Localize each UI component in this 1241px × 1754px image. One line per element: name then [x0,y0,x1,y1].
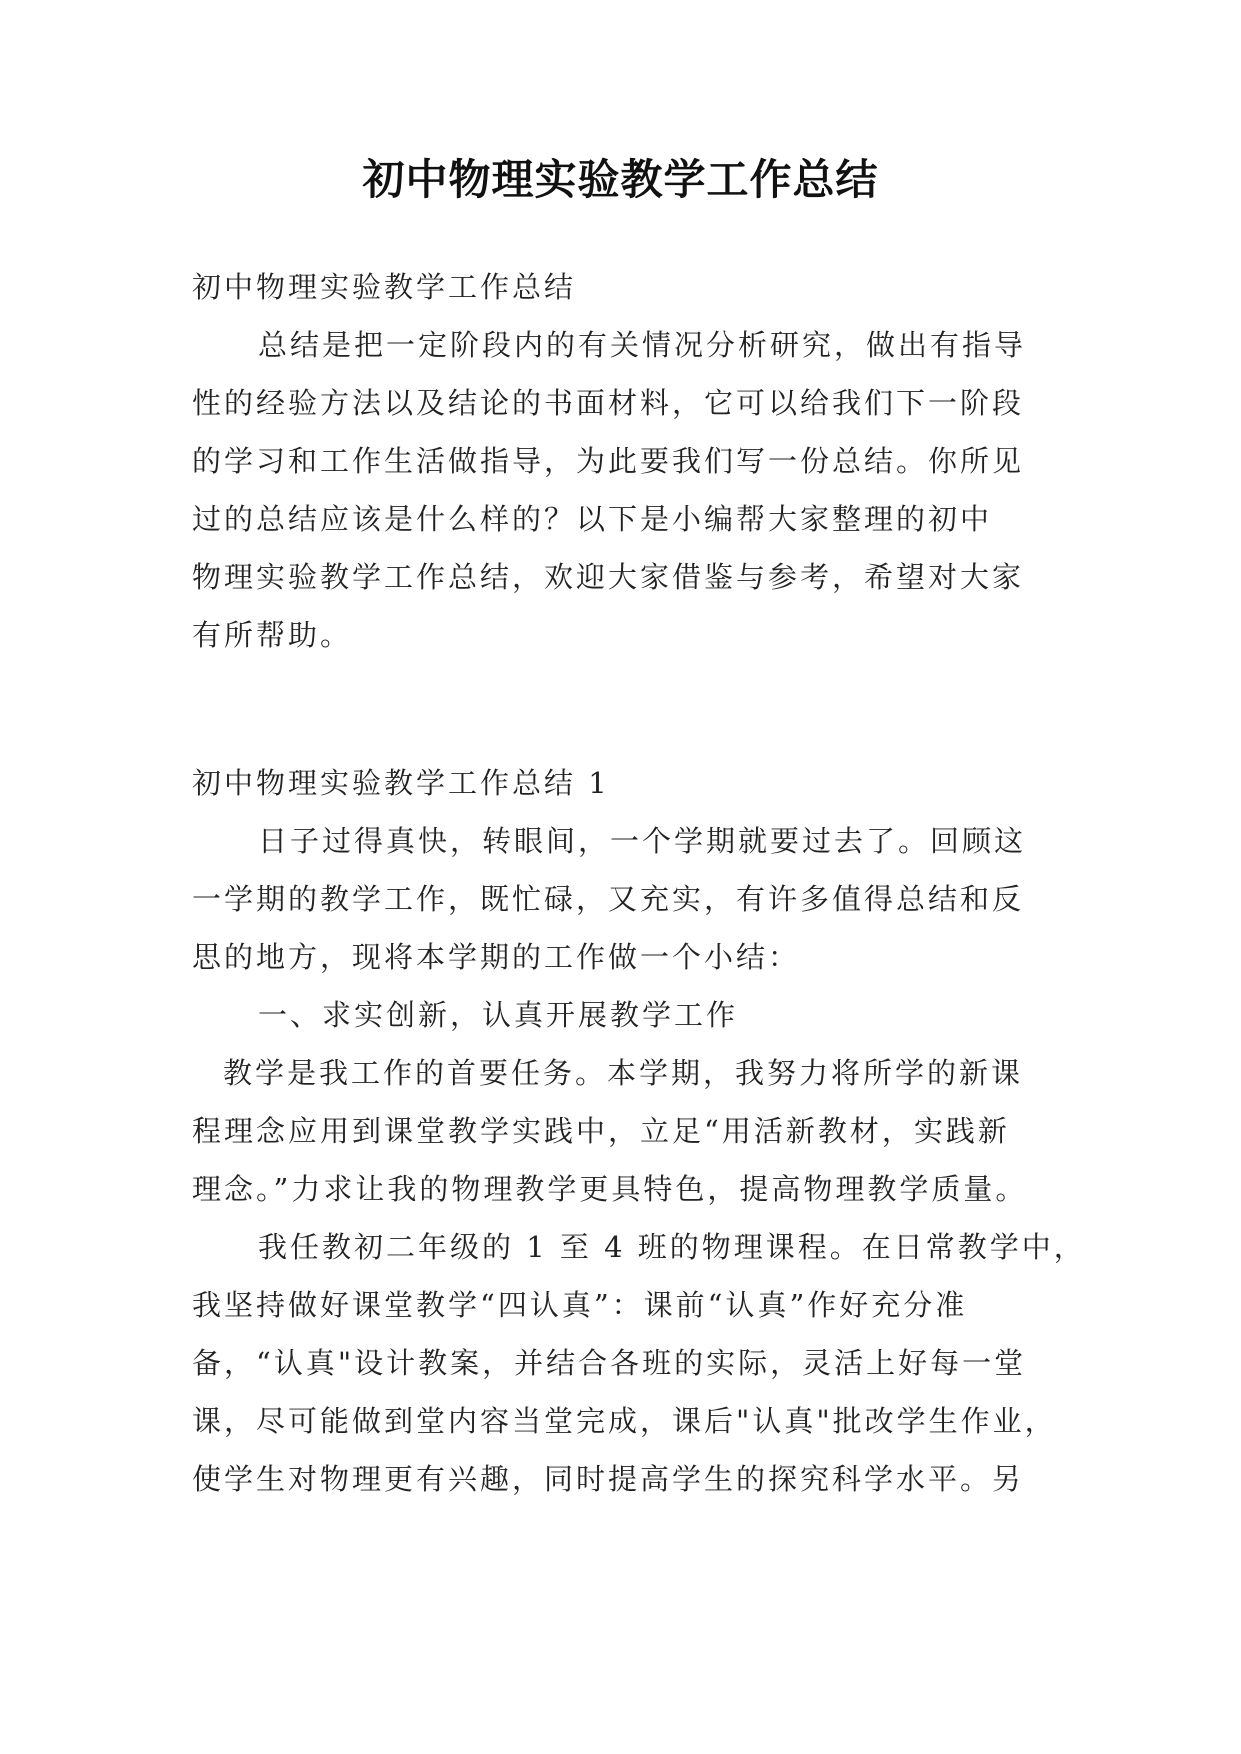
section-1-block [192,754,1086,1508]
intro-line: 过的总结应该是什么样的？以下是小编帮大家整理的初中 [192,502,993,536]
paragraph-line: 我坚持做好课堂教学“四认真”：课前“认真”作好充分准 [192,1288,968,1322]
section-1-heading: 初中物理实验教学工作总结 1 [192,766,610,800]
intro-heading: 初中物理实验教学工作总结 [192,270,577,304]
intro-line: 总结是把一定阶段内的有关情况分析研究，做出有指导 [258,328,1027,362]
intro-block [192,258,1062,664]
intro-line: 的学习和工作生活做指导，为此要我们写一份总结。你所见 [192,444,1025,478]
intro-line: 有所帮助。 [192,618,353,652]
paragraph-line: 思的地方，现将本学期的工作做一个小结： [192,940,801,974]
paragraph-line: 一学期的教学工作，既忙碌，又充实，有许多值得总结和反 [192,882,1025,916]
document-title: 初中物理实验教学工作总结 [362,155,879,204]
paragraph-line: 使学生对物理更有兴趣，同时提高学生的探究科学水平。另 [192,1462,1025,1496]
paragraph-line: 教学是我工作的首要任务。本学期，我努力将所学的新课 [223,1056,1024,1090]
paragraph-line: 备，“认真"设计教案，并结合各班的实际，灵活上好每一堂 [192,1346,1027,1380]
paragraph-line: 我任教初二年级的 1 至 4 班的物理课程。在日常教学中， [258,1230,1086,1264]
subheading-1: 一、求实创新，认真开展教学工作 [258,998,739,1032]
intro-line: 物理实验教学工作总结，欢迎大家借鉴与参考，希望对大家 [192,560,1025,594]
paragraph-line: 日子过得真快，转眼间，一个学期就要过去了。回顾这 [258,824,1027,858]
paragraph-line: 理念。”力求让我的物理教学更具特色，提高物理教学质量。 [192,1172,1028,1206]
paragraph-line: 程理念应用到课堂教学实践中，立足“用活新教材，实践新 [192,1114,1010,1148]
paragraph-line: 课，尽可能做到堂内容当堂完成，课后"认真"批改学生作业， [192,1404,1057,1438]
intro-line: 性的经验方法以及结论的书面材料，它可以给我们下一阶段 [192,386,1025,420]
